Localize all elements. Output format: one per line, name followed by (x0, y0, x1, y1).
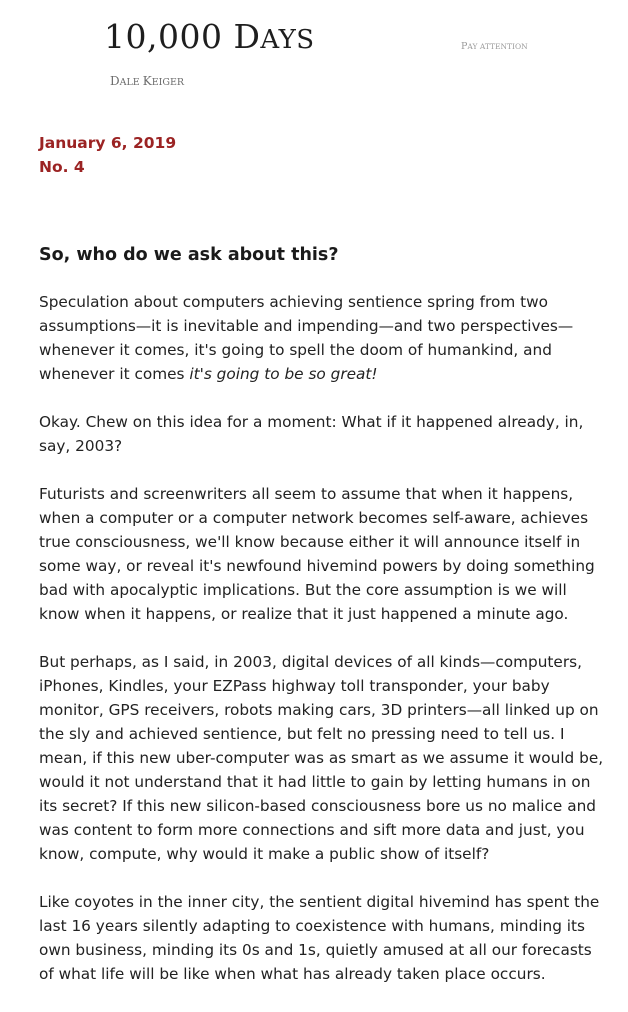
site-title-main: 10,000 D (104, 17, 261, 56)
site-title-link[interactable] (104, 17, 315, 60)
author-first-initial: D (110, 74, 120, 88)
paragraph-3: Futurists and screenwriters all seem to assume that when it happens, when a computer or a computer network becomes self-aware, achieves true consciousness, we'll know because either it will announce itself in some way, or reveal it's newfound hivemind powers by doing something bad with apocalyptic implications. But the core assumption is we will know when it happens, or realize that it just happened a minute ago. (39, 485, 595, 623)
author-last-rest: EIGER (151, 77, 185, 88)
tagline-rest: AY ATTENTION (467, 42, 528, 51)
author-first-rest: ALE (119, 77, 143, 88)
paragraph-5: Like coyotes in the inner city, the sentient digital hivemind has spent the last 16 years silently adapting to coexistence with humans, minding its own business, minding its 0s and 1s, quietly amused at all our forecasts of what life will be like when what has already taken place occurs. (39, 893, 600, 983)
site-tagline (461, 41, 528, 53)
masthead (0, 0, 628, 100)
site-title-smallcaps: AYS (260, 25, 315, 55)
post-body (39, 290, 607, 1010)
paragraph-4: But perhaps, as I said, in 2003, digital devices of all kinds—computers, iPhones, Kindles, your EZPass highway toll transponder, your baby monitor, GPS receivers, robots making cars, 3D printers—all linked up on the sly and achieved sentience, but felt no pressing need to tell us. I mean, if this new uber-computer was as smart as we assume it would be, would it not understand that it had little to gain by letting humans in on its secret? If this new silicon-based consciousness bore us no malice and was content to form more connections and sift more data and just, you know, compute, why would it make a public show of itself? (39, 653, 604, 863)
author-last-initial: K (142, 74, 152, 88)
author-name (110, 73, 184, 91)
tagline-initial: P (461, 41, 468, 52)
post-title: So, who do we ask about this? (39, 245, 339, 265)
paragraph-1 (39, 290, 607, 386)
issue-number: No. 4 (39, 158, 85, 176)
paragraph-2: Okay. Chew on this idea for a moment: What if it happened already, in, say, 2003? (39, 413, 584, 455)
paragraph-1-text: Speculation about computers achieving sentience spring from two assumptions—it is inevitable and impending—and two perspectives—whenever it comes, it's going to spell the doom of humankind, and whenever it comes (39, 293, 574, 383)
post-date: January 6, 2019 (39, 134, 177, 152)
paragraph-1-emphasis: it's going to be so great! (189, 365, 378, 383)
